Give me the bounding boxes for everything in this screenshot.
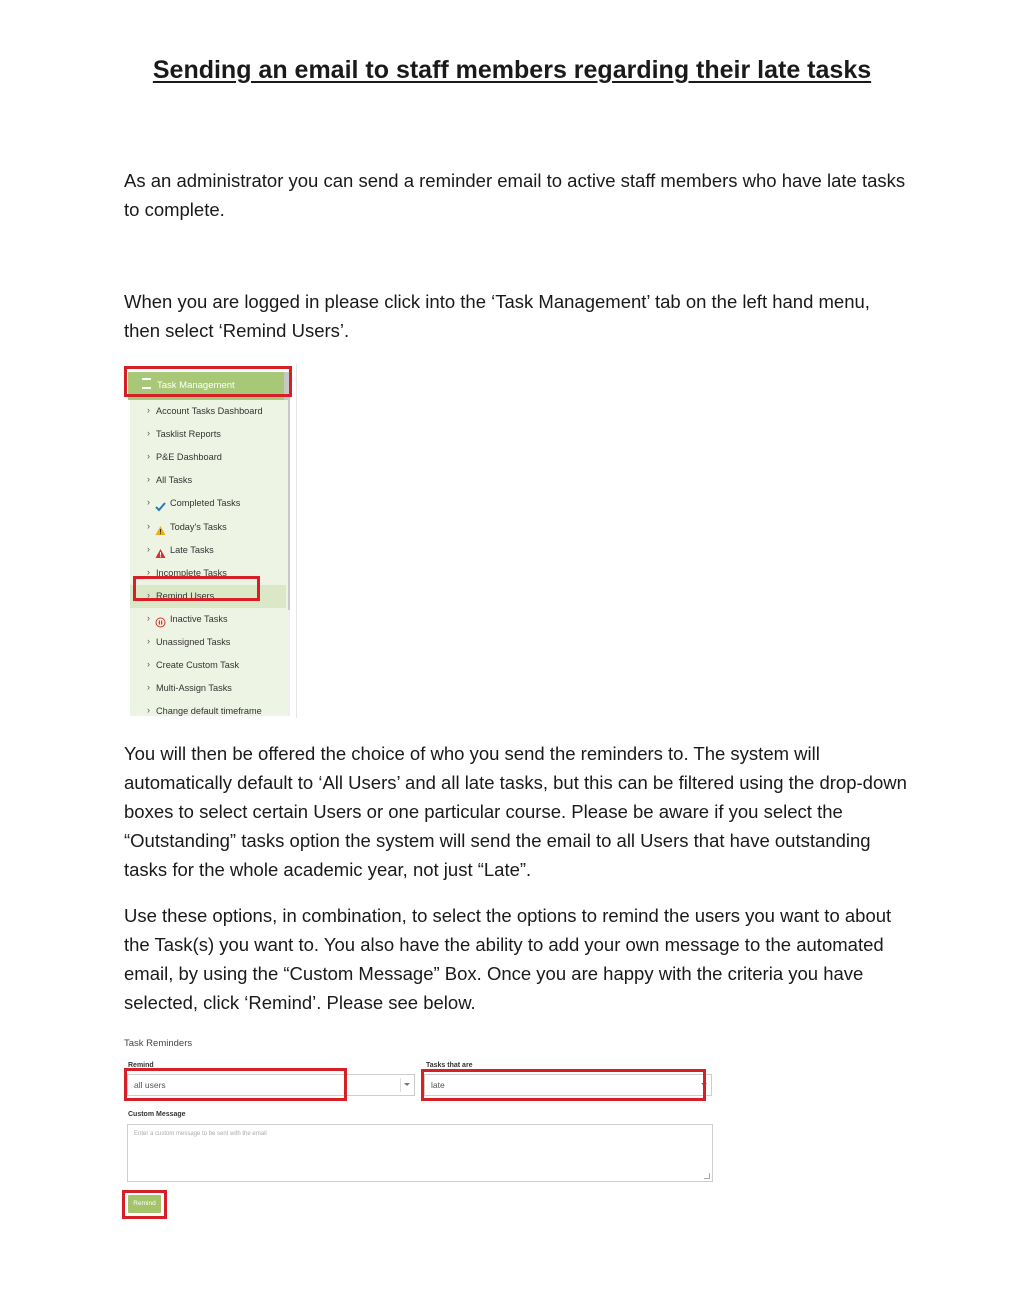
task-reminders-title: Task Reminders bbox=[124, 1038, 193, 1049]
filter-paragraph: You will then be offered the choice of who you send the reminders to. The system will automatically default to ‘All Users’ and all late tasks, but this can be filtered using the drop-down boxes to select certain Users or one particular course. Please be aware if you select the “Outstanding” tasks option the system will send the email to all Users that have outstanding tasks for the whole academic year, not just “Late”. bbox=[124, 743, 907, 880]
menu-item-multi-assign-tasks[interactable] bbox=[130, 677, 286, 700]
chevron-right-icon: › bbox=[147, 405, 150, 415]
chevron-right-icon: › bbox=[147, 589, 150, 600]
menu-item-label: All Tasks bbox=[156, 475, 193, 486]
menu-item-late-tasks[interactable] bbox=[130, 539, 286, 562]
menu-item-label: P&E Dashboard bbox=[156, 452, 222, 463]
page-title: Sending an email to staff members regarding their late tasks bbox=[152, 56, 872, 84]
menu-item-completed-tasks[interactable] bbox=[130, 492, 286, 515]
warning-icon bbox=[155, 522, 166, 533]
chevron-right-icon: › bbox=[147, 497, 150, 508]
chevron-right-icon: › bbox=[147, 705, 150, 716]
menu-item-account-tasks-dashboard[interactable] bbox=[130, 400, 286, 423]
options-paragraph: Use these options, in combination, to select the options to remind the users you want to about the Task(s) you want to. You also have the ability to add your own message to the automated email, by using the “Custom Message” Box. Once you are happy with the criteria you have selected, click ‘Remind’. Please see below. bbox=[124, 905, 892, 1013]
menu-item-inactive-tasks[interactable] bbox=[130, 608, 286, 631]
chevron-right-icon: › bbox=[147, 520, 150, 531]
menu-item-label: Inactive Tasks bbox=[170, 613, 228, 624]
task-management-tab[interactable] bbox=[128, 372, 284, 400]
menu-item-create-custom-task[interactable] bbox=[130, 654, 286, 677]
remind-button[interactable]: Remind bbox=[128, 1195, 161, 1213]
task-management-label: Task Management bbox=[157, 380, 235, 391]
menu-screenshot bbox=[124, 364, 297, 718]
menu-item-label: Create Custom Task bbox=[156, 660, 240, 671]
resize-handle-icon[interactable] bbox=[704, 1173, 710, 1179]
menu-item-label: Incomplete Tasks bbox=[156, 567, 227, 578]
menu-item-change-default-timeframe[interactable] bbox=[130, 700, 286, 723]
remind-label: Remind bbox=[128, 1062, 154, 1069]
chevron-right-icon: › bbox=[147, 451, 150, 462]
menu-item-label: Account Tasks Dashboard bbox=[156, 406, 263, 416]
menu-item-label: Today's Tasks bbox=[170, 521, 227, 532]
menu-item-tasklist-reports[interactable] bbox=[130, 423, 286, 446]
menu-item-p-e-dashboard[interactable] bbox=[130, 446, 286, 469]
menu-item-today-s-tasks[interactable] bbox=[130, 516, 286, 539]
menu-item-remind-users[interactable] bbox=[130, 585, 286, 608]
chevron-right-icon: › bbox=[147, 682, 150, 693]
pause-icon bbox=[155, 614, 166, 625]
remind-select[interactable] bbox=[127, 1074, 415, 1096]
menu-item-unassigned-tasks[interactable] bbox=[130, 631, 286, 654]
intro-paragraph: As an administrator you can send a reminder email to active staff members who have late tasks to complete. bbox=[124, 170, 906, 220]
instructions-paragraph: When you are logged in please click into the ‘Task Management’ tab on the left hand menu, then select ‘Remind Users’. bbox=[124, 291, 870, 341]
chevron-right-icon: › bbox=[147, 659, 150, 670]
chevron-down-icon bbox=[404, 1083, 410, 1086]
chevron-right-icon: › bbox=[147, 612, 150, 623]
menu-item-incomplete-tasks[interactable] bbox=[130, 562, 286, 585]
custom-message-label: Custom Message bbox=[128, 1111, 186, 1118]
tasks-select-value: late bbox=[431, 1080, 445, 1090]
check-icon bbox=[155, 498, 166, 509]
select-divider bbox=[400, 1078, 401, 1092]
chevron-right-icon: › bbox=[147, 543, 150, 554]
chevron-right-icon: › bbox=[147, 566, 150, 577]
tasks-that-are-label: Tasks that are bbox=[426, 1062, 473, 1069]
menu-item-label: Tasklist Reports bbox=[156, 429, 221, 440]
menu-item-label: Unassigned Tasks bbox=[156, 637, 231, 647]
menu-item-label: Change default timeframe bbox=[156, 706, 262, 717]
custom-message-placeholder: Enter a custom message to be sent with the email bbox=[134, 1131, 267, 1137]
task-management-submenu bbox=[130, 400, 288, 716]
list-icon bbox=[142, 378, 151, 389]
chevron-right-icon: › bbox=[147, 428, 150, 439]
chevron-down-icon bbox=[701, 1083, 707, 1086]
menu-item-label: Completed Tasks bbox=[170, 498, 241, 509]
menu-item-label: Remind Users bbox=[156, 590, 215, 601]
chevron-right-icon: › bbox=[147, 636, 150, 646]
menu-item-all-tasks[interactable] bbox=[130, 469, 286, 492]
alert-icon bbox=[155, 545, 166, 556]
custom-message-field[interactable] bbox=[127, 1124, 713, 1182]
menu-item-label: Multi-Assign Tasks bbox=[156, 683, 232, 694]
menu-item-label: Late Tasks bbox=[170, 544, 214, 555]
remind-select-value: all users bbox=[134, 1080, 166, 1090]
tasks-select[interactable] bbox=[424, 1074, 712, 1096]
chevron-right-icon: › bbox=[147, 474, 150, 485]
